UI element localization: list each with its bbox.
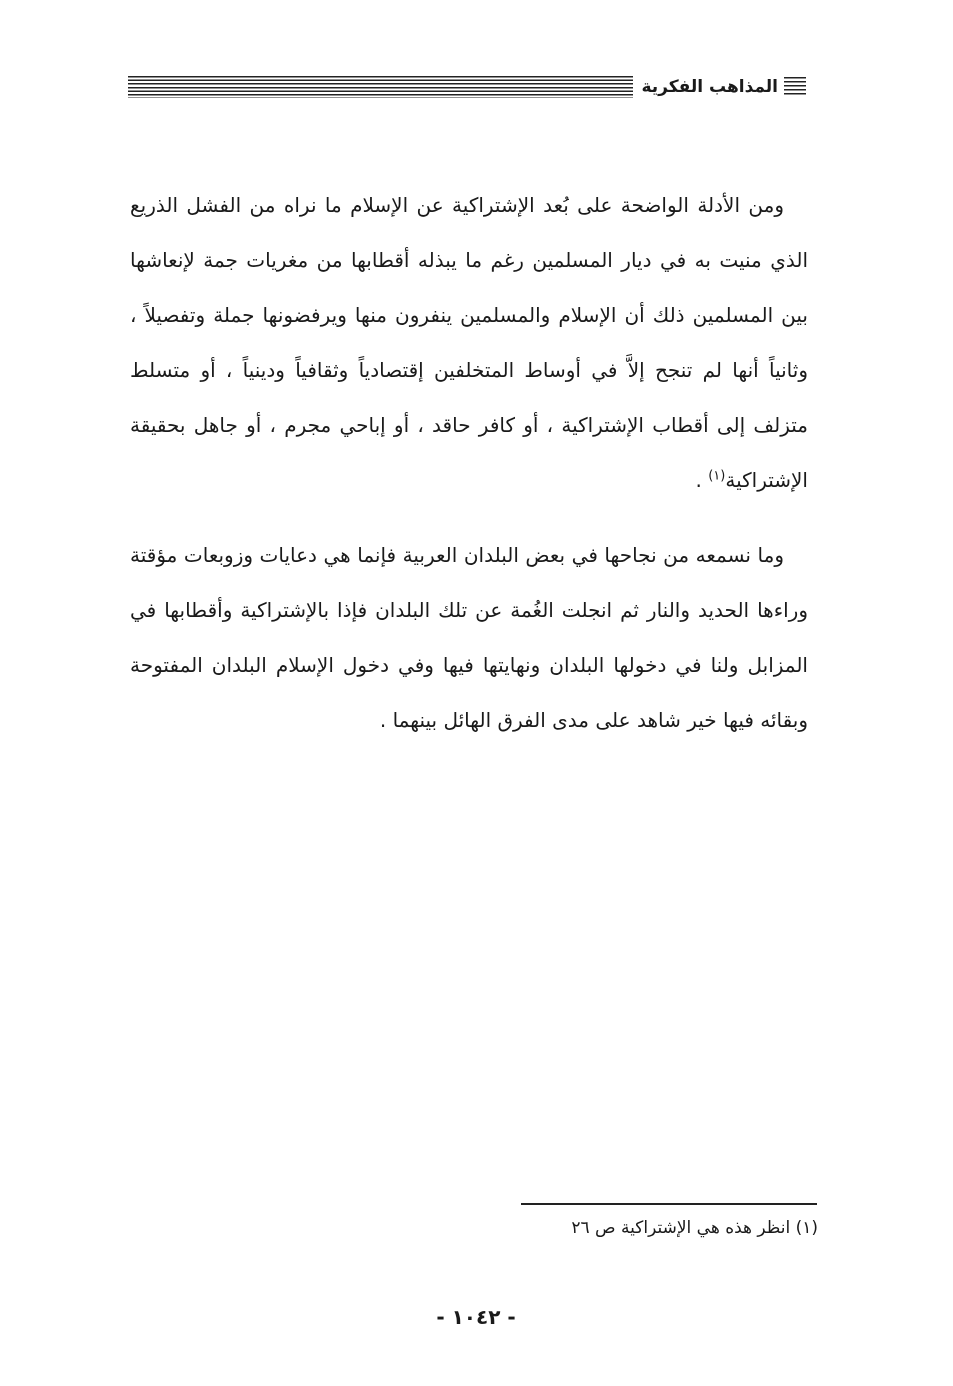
footnote-separator	[521, 1203, 817, 1205]
paragraph	[130, 178, 808, 508]
paragraph-end: .	[695, 468, 709, 492]
header-ornament	[784, 77, 806, 97]
paragraph	[130, 528, 808, 748]
header-rule	[128, 76, 633, 98]
main-text	[130, 178, 808, 748]
footnote-reference[interactable]: (١)	[708, 468, 726, 484]
paragraph-text: وما نسمعه من نجاحها في بعض البلدان العربية فإنما هي دعايات وزوبعات مؤقتة وراءها الحديد والنار ثم انجلت الغُمة عن تلك البلدان فإذا بالإشتراكية وأقطابها في المزابل ولنا في دخولها البلدان ونهايتها فيها وفي دخول الإسلام البلدان المفتوحة وبقائه فيها خير شاهد على مدى الفرق الهائل بينهما .	[130, 543, 808, 732]
page-number: - ١٠٤٢ -	[436, 1305, 516, 1329]
header-title: المذاهب الفكرية	[641, 77, 778, 97]
running-header	[128, 74, 806, 100]
footnote: (١) انظر هذه هي الإشتراكية ص ٢٦	[571, 1218, 818, 1238]
paragraph-text: ومن الأدلة الواضحة على بُعد الإشتراكية عن الإسلام ما نراه من الفشل الذريع الذي منيت به في ديار المسلمين رغم ما يبذله أقطابها من مغريات جمة لإنعاشها بين المسلمين ذلك أن الإسلام والمسلمين ينفرون منها ويرفضونها جملة وتفصيلاً ، وثانياً أنها لم تنجح إلاَّ في أوساط المتخلفين إقتصادياً وثقافياً ودينياً ، أو متسلط متزلف إلى أقطاب الإشتراكية ، أو كافر حاقد ، أو إباحي مجرم ، أو جاهل بحقيقة الإشتراكية	[130, 193, 808, 492]
